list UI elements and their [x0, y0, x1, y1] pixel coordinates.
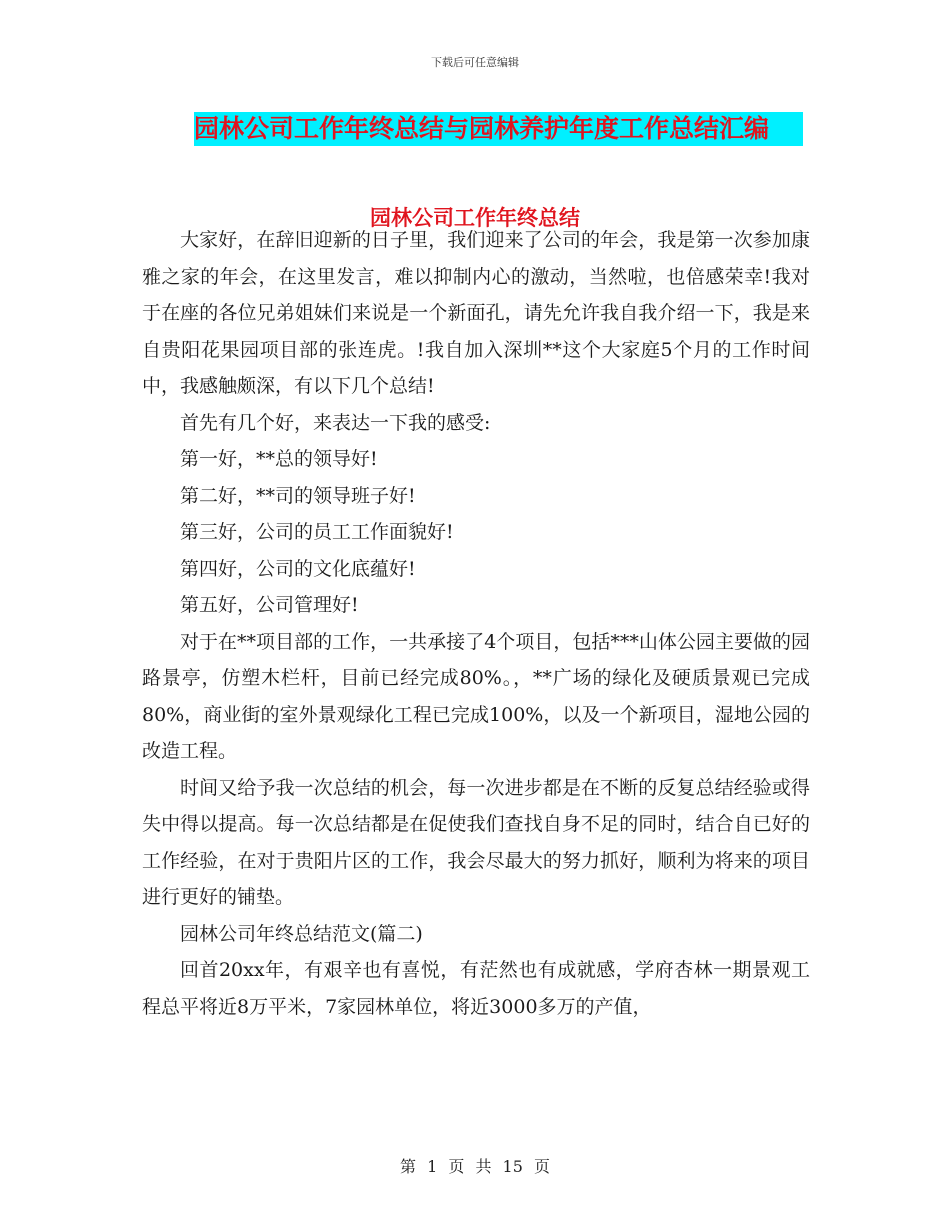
section-title: 园林公司工作年终总结	[370, 206, 580, 230]
document-title: 园林公司工作年终总结与园林养护年度工作总结汇编	[194, 112, 803, 146]
document-body	[142, 222, 810, 1025]
paragraph: 时间又给予我一次总结的机会，每一次进步都是在不断的反复总结经验或得失中得以提高。每一次总结都是在促使我们查找自身不足的同时，结合自已好的工作经验，在对于贵阳片区的工作，我会尽最大的努力抓好，顺利为将来的项目进行更好的铺垫。	[142, 776, 810, 908]
header-note: 下载后可任意编辑	[431, 56, 519, 69]
paragraph: 首先有几个好，来表达一下我的感受:	[180, 411, 491, 434]
paragraph: 第四好，公司的文化底蕴好!	[180, 557, 416, 580]
paragraph: 回首20xx年，有艰辛也有喜悦，有茫然也有成就感，学府杏林一期景观工程总平将近8万平米，7家园林单位，将近3000多万的产值，	[142, 959, 810, 1018]
paragraph: 对于在**项目部的工作，一共承接了4个项目，包括***山体公园主要做的园路景亭，仿塑木栏杆，目前已经完成80%。，**广场的绿化及硬质景观已完成80%，商业街的室外景观绿化工程已完成100%，以及一个新项目，湿地公园的改造工程。	[142, 630, 810, 762]
paragraph: 第五好，公司管理好!	[180, 594, 359, 616]
paragraph: 第一好，**总的领导好!	[180, 448, 378, 470]
paragraph: 第三好，公司的员工工作面貌好!	[180, 521, 454, 543]
paragraph: 第二好，**司的领导班子好!	[180, 484, 416, 507]
page-number-footer: 第 1 页 共 15 页	[400, 1157, 550, 1176]
paragraph: 大家好，在辞旧迎新的日子里，我们迎来了公司的年会，我是第一次参加康雅之家的年会，在这里发言，难以抑制内心的激动，当然啦，也倍感荣幸!我对于在座的各位兄弟姐妹们来说是一个新面孔，请先允许我自我介绍一下，我是来自贵阳花果园项目部的张连虎。!我自加入深圳**这个大家庭5个月的工作时间中，我感触颇深，有以下几个总结!	[142, 229, 810, 397]
paragraph: 园林公司年终总结范文(篇二)	[180, 922, 423, 945]
